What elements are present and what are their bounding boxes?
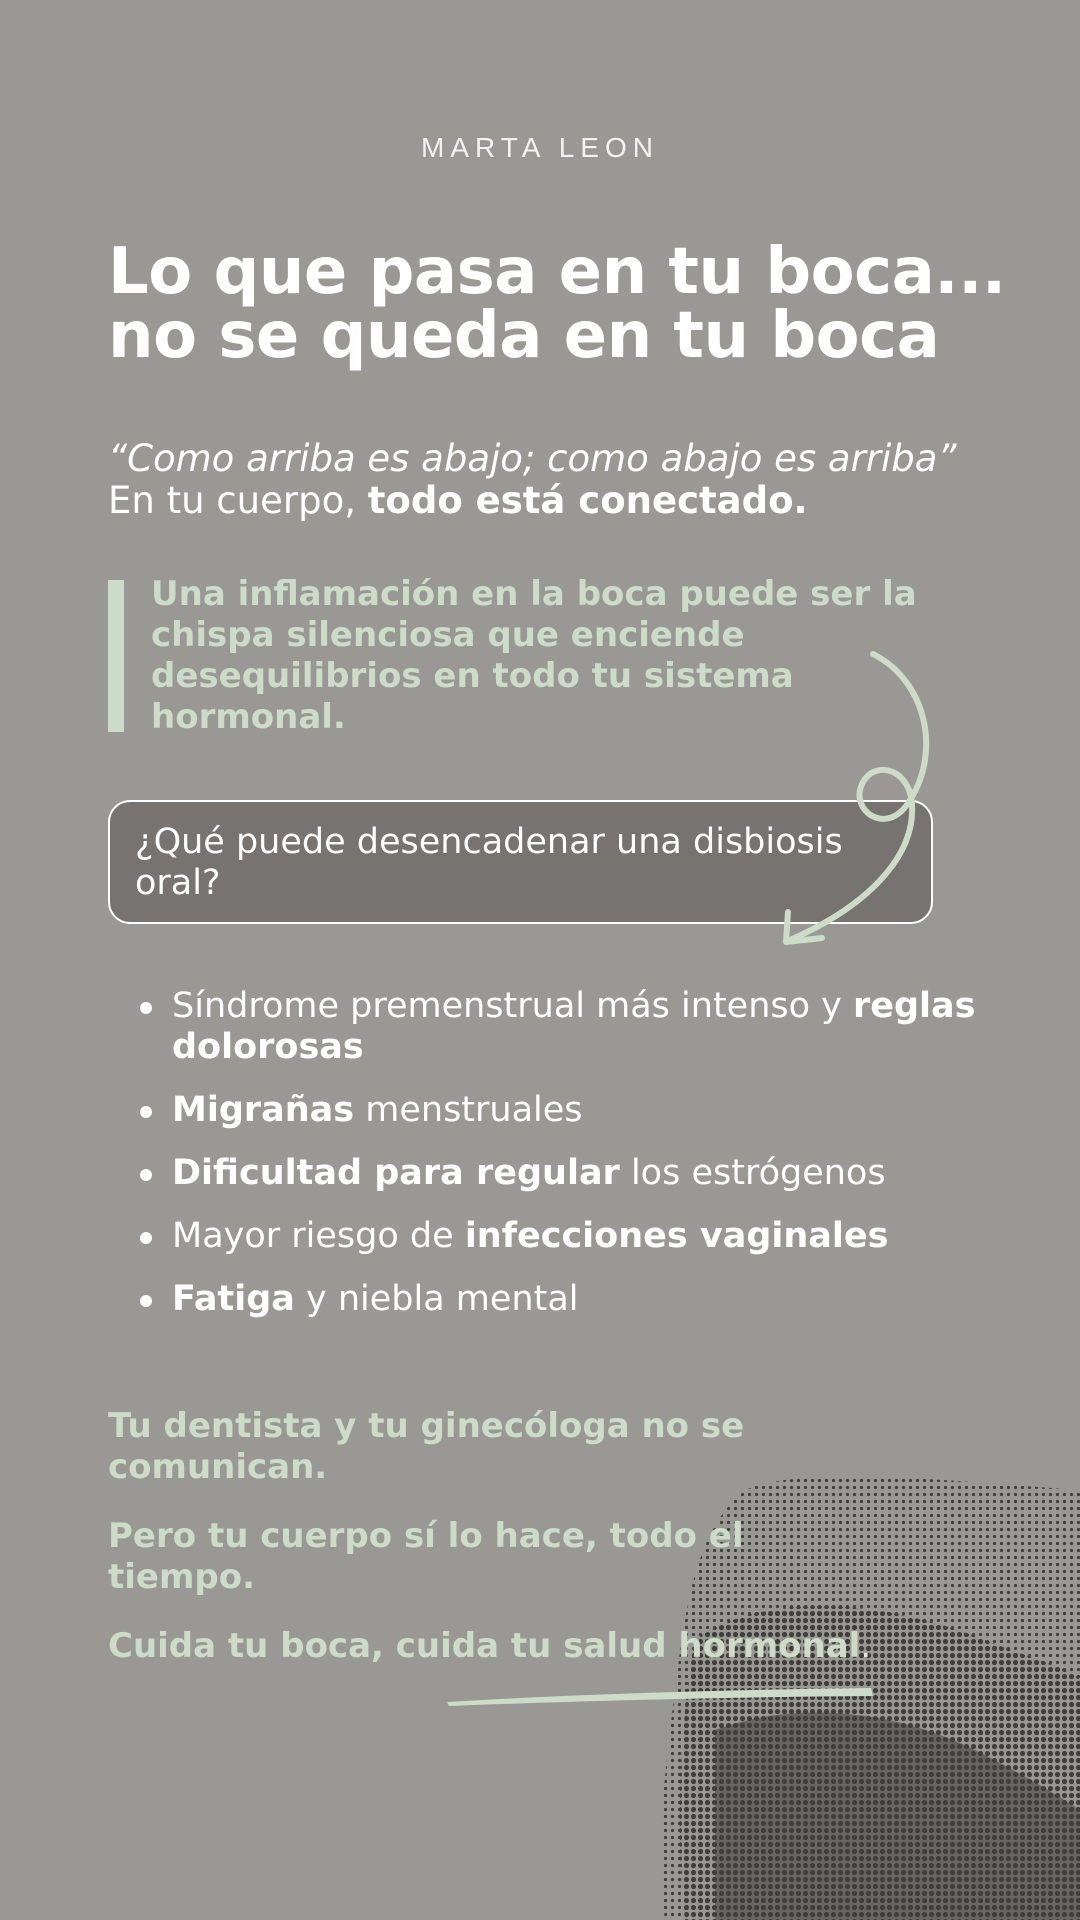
page-title <box>108 235 1008 373</box>
callout-text: Una inflamación en la boca puede ser la chispa silenciosa que enciende desequilibrios en todo tu sistema hormonal. <box>151 574 917 737</box>
closing-line-1: Tu dentista y tu ginecóloga no se comunican. <box>108 1406 745 1487</box>
list-item: Síndrome premenstrual más intenso y reglas dolorosas <box>140 986 1040 1068</box>
callout-bar <box>108 580 124 732</box>
quote-line <box>108 480 1008 522</box>
symptom-list <box>140 986 1040 1342</box>
curly-arrow-icon <box>760 640 960 960</box>
list-item: Fatiga y niebla mental <box>140 1279 1040 1320</box>
list-item: Dificultad para regular los estrógenos <box>140 1153 1040 1194</box>
list-item: Migrañas menstruales <box>140 1090 1040 1131</box>
quote-block <box>108 438 1008 522</box>
brand-name: MARTA LEON <box>421 132 659 163</box>
closing-line-2: Pero tu cuerpo sí lo hace, todo el tiempo. <box>108 1516 744 1597</box>
closing-line-3: Cuida tu boca, cuida tu salud hormonal. <box>108 1626 872 1666</box>
question-box: ¿Qué puede desencadenar una disbiosis oral? <box>108 800 933 924</box>
quote-italic: “Como arriba es abajo; como abajo es arriba” <box>108 437 957 480</box>
title-line-1: Lo que pasa en tu boca... <box>108 235 1006 309</box>
quote-bold: todo está conectado. <box>367 479 808 522</box>
title-line-2: no se queda en tu boca <box>108 299 940 373</box>
closing-text <box>108 1406 888 1695</box>
quote-prefix: En tu cuerpo, <box>108 479 368 522</box>
list-item: Mayor riesgo de infecciones vaginales <box>140 1216 1040 1257</box>
brush-underline <box>445 1678 875 1708</box>
